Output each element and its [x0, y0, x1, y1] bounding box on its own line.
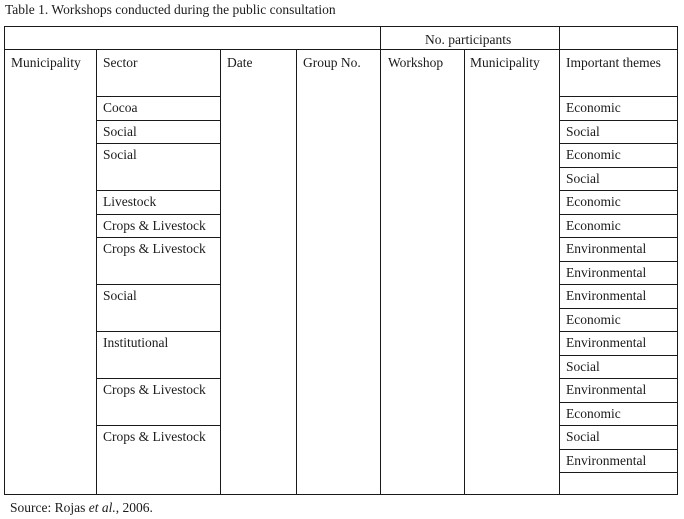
- sector-cell: Livestock: [103, 194, 157, 209]
- sector-cell: Crops & Livestock: [103, 429, 206, 444]
- theme-cell: Economic: [566, 218, 621, 233]
- theme-cell: Environmental: [566, 265, 647, 280]
- theme-cell: Environmental: [566, 335, 647, 350]
- sector-cell: Crops & Livestock: [103, 382, 206, 397]
- theme-cell: Social: [566, 171, 600, 186]
- theme-cell: Economic: [566, 147, 621, 162]
- theme-cell: Economic: [566, 194, 621, 209]
- theme-cell: Social: [566, 429, 600, 444]
- header-date: Date: [227, 55, 253, 70]
- sector-cell: Crops & Livestock: [103, 218, 206, 233]
- header-no-participants: No. participants: [425, 32, 512, 47]
- header-workshop: Workshop: [388, 55, 444, 70]
- theme-cell: Social: [566, 124, 600, 139]
- header-sector: Sector: [103, 55, 138, 70]
- theme-cell: Environmental: [566, 241, 647, 256]
- sector-cell: Social: [103, 124, 137, 139]
- header-group-no: Group No.: [303, 55, 361, 70]
- source-suffix: , 2006.: [115, 500, 153, 515]
- sector-cell: Social: [103, 147, 137, 162]
- theme-cell: Environmental: [566, 382, 647, 397]
- sector-cell: Cocoa: [103, 100, 138, 115]
- header-municipality: Municipality: [11, 55, 81, 70]
- header-important-themes: Important themes: [566, 55, 661, 70]
- source-prefix: Source: Rojas: [10, 500, 89, 515]
- header-participants-municipality: Municipality: [470, 55, 540, 70]
- theme-cell: Economic: [566, 100, 621, 115]
- source-etal: et al.: [88, 500, 116, 515]
- theme-cell: Environmental: [566, 453, 647, 468]
- theme-cell: Economic: [566, 312, 621, 327]
- theme-cell: Economic: [566, 406, 621, 421]
- sector-cell: Social: [103, 288, 137, 303]
- theme-cell: Environmental: [566, 288, 647, 303]
- source-note: [10, 500, 153, 516]
- sector-cell: Crops & Livestock: [103, 241, 206, 256]
- table-caption: Table 1. Workshops conducted during the public consultation: [5, 2, 336, 17]
- sector-cell: Institutional: [103, 335, 169, 350]
- theme-cell: Social: [566, 359, 600, 374]
